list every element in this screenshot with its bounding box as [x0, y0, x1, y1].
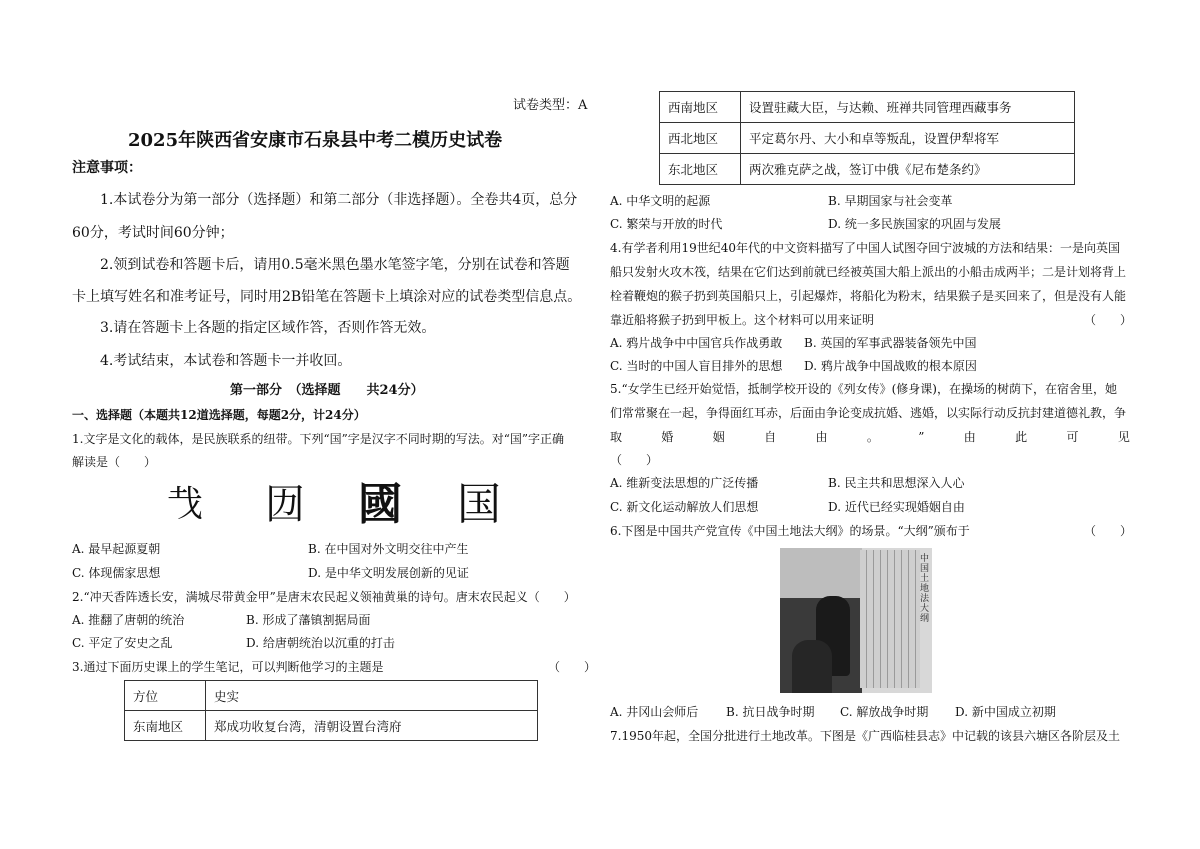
q1-stem: 解读是（ ）	[72, 455, 157, 469]
q1-option-c[interactable]: C. 体现儒家思想	[72, 566, 161, 580]
q5-option-b[interactable]: B. 民主共和思想深入人心	[828, 476, 965, 490]
q5-answer-paren: （ ）	[610, 453, 659, 467]
q6-option-c[interactable]: C. 解放战争时期	[840, 705, 929, 719]
q6-stem: 6.下图是中国共产党宣传《中国土地法大纲》的场景。“大纲”颁布于	[610, 524, 970, 538]
q4-stem: 4.有学者利用19世纪40年代的中文资料描写了中国人试图夺回宁波城的方法和结果：一是向英国	[610, 241, 1120, 255]
q5-stem: 5.“女学生已经开始觉悟，抵制学校开设的《列女传》(修身课)，在操场的树荫下，在宿舍里，她	[610, 382, 1117, 396]
notice-line: 1.本试卷分为第一部分（选择题）和第二部分（非选择题）。全卷共4页，总分	[100, 192, 578, 208]
q3-stem: 3.通过下面历史课上的学生笔记，可以判断他学习的主题是	[72, 660, 384, 674]
table-cell: 西南地区	[660, 92, 741, 123]
q6-answer-paren: （ ）	[1084, 524, 1133, 538]
q4-stem: 船只发射火攻木筏，结果在它们达到前就已经被英国大船上派出的小船击成两半；二是计划将背上	[610, 265, 1127, 279]
table-row	[125, 681, 538, 711]
table-cell: 郑成功收复台湾，清朝设置台湾府	[206, 711, 538, 741]
notice-line: 60分，考试时间60分钟；	[72, 225, 234, 241]
poster-banner	[860, 550, 920, 688]
q1-option-a[interactable]: A. 最早起源夏朝	[72, 542, 161, 556]
q5-stem-spread	[610, 427, 1130, 447]
q5-char: 可	[1066, 430, 1079, 444]
q5-char: ”	[918, 430, 925, 444]
q2-option-b[interactable]: B. 形成了藩镇割据局面	[246, 613, 371, 627]
table-cell: 两次雅克萨之战，签订中俄《尼布楚条约》	[741, 154, 1075, 185]
q4-stem: 靠近船将猴子扔到甲板上。这个材料可以用来证明	[610, 313, 875, 327]
q5-char: 见	[1117, 430, 1130, 444]
table-row	[125, 711, 538, 741]
q3-option-d[interactable]: D. 统一多民族国家的巩固与发展	[828, 217, 1001, 231]
table-row	[660, 92, 1075, 123]
land-law-propaganda-photo	[780, 548, 932, 693]
q3-answer-paren: （ ）	[548, 660, 597, 674]
q5-option-d[interactable]: D. 近代已经实现婚姻自由	[828, 500, 965, 514]
q2-option-c[interactable]: C. 平定了安史之乱	[72, 636, 173, 650]
audience-figure	[792, 640, 832, 693]
q1-option-d[interactable]: D. 是中华文明发展创新的见证	[308, 566, 469, 580]
exam-title: 2025年陕西省安康市石泉县中考二模历史试卷	[128, 130, 503, 151]
q5-char: 取	[610, 430, 623, 444]
q5-char: 。	[866, 430, 879, 444]
q4-option-b[interactable]: B. 英国的军事武器装备领先中国	[804, 336, 977, 350]
q2-option-d[interactable]: D. 给唐朝统治以沉重的打击	[246, 636, 395, 650]
q5-char: 姻	[712, 430, 725, 444]
table-header-cell: 方位	[125, 681, 206, 711]
q3-option-b[interactable]: B. 早期国家与社会变革	[828, 194, 953, 208]
q4-option-d[interactable]: D. 鸦片战争中国战败的根本原因	[804, 359, 977, 373]
q5-char: 此	[1015, 430, 1028, 444]
notice-line: 2.领到试卷和答题卡后，请用0.5毫米黑色墨水笔签字笔，分别在试卷和答题	[100, 257, 570, 273]
q4-option-c[interactable]: C. 当时的中国人盲目排外的思想	[610, 359, 783, 373]
notice-heading: 注意事项：	[72, 160, 142, 176]
guo-character-evolution	[105, 478, 505, 538]
q2-stem: 2.“冲天香阵透长安，满城尽带黄金甲”是唐末农民起义领袖黄巢的诗句。唐末农民起义（ ）	[72, 590, 576, 604]
q4-option-a[interactable]: A. 鸦片战争中中国官兵作战勇敢	[610, 336, 783, 350]
section1-heading: 一、选择题（本题共12道选择题，每题2分，计24分）	[72, 408, 366, 422]
notice-line: 卡上填写姓名和准考证号，同时用2B铅笔在答题卡上填涂对应的试卷类型信息点。	[72, 289, 582, 305]
q6-option-d[interactable]: D. 新中国成立初期	[955, 705, 1056, 719]
table-row	[660, 154, 1075, 185]
q6-option-b[interactable]: B. 抗日战争时期	[726, 705, 815, 719]
q5-option-c[interactable]: C. 新文化运动解放人们思想	[610, 500, 759, 514]
q1-option-b[interactable]: B. 在中国对外文明交往中产生	[308, 542, 469, 556]
table-row	[660, 123, 1075, 154]
guo-seal-glyph: 㘞	[265, 482, 305, 528]
q5-char: 由	[815, 430, 828, 444]
q5-char: 由	[963, 430, 976, 444]
notice-line: 4.考试结束，本试卷和答题卡一并收回。	[100, 353, 352, 369]
part1-heading: 第一部分 （选择题 共24分）	[230, 383, 424, 398]
q5-option-a[interactable]: A. 维新变法思想的广泛传播	[610, 476, 759, 490]
table-cell: 东北地区	[660, 154, 741, 185]
table-cell: 平定葛尔丹、大小和卓等叛乱，设置伊犁将军	[741, 123, 1075, 154]
q5-char: 婚	[661, 430, 674, 444]
q3-option-c[interactable]: C. 繁荣与开放的时代	[610, 217, 723, 231]
exam-type-label: 试卷类型：A	[513, 98, 588, 113]
guo-oracle-glyph: 𢦏	[167, 484, 204, 525]
q5-stem: 们常常聚在一起，争得面红耳赤，后面由争论变成抗婚、逃婚，以实际行动反抗封建道德礼教，争	[610, 406, 1127, 420]
q7-stem: 7.1950年起，全国分批进行土地改革。下图是《广西临桂县志》中记载的该县六塘区各阶层及土	[610, 729, 1120, 743]
notice-line: 3.请在答题卡上各题的指定区域作答，否则作答无效。	[100, 320, 436, 336]
q3-option-a[interactable]: A. 中华文明的起源	[610, 194, 711, 208]
q6-option-a[interactable]: A. 井冈山会师后	[610, 705, 699, 719]
table-header-cell: 史实	[206, 681, 538, 711]
q1-stem: 1.文字是文化的载体，是民族联系的纽带。下列“国”字是汉字不同时期的写法。对“国”字正确	[72, 432, 564, 446]
q5-char: 自	[764, 430, 777, 444]
poster-caption: 中国土地法大纲	[920, 554, 930, 624]
guo-traditional-glyph: 國	[358, 479, 402, 530]
table-cell: 东南地区	[125, 711, 206, 741]
q4-stem: 栓着鞭炮的猴子扔到英国船只上，引起爆炸，将船化为粉末，结果猴子是买回来了，但是没有人能	[610, 289, 1127, 303]
q2-option-a[interactable]: A. 推翻了唐朝的统治	[72, 613, 185, 627]
q4-answer-paren: （ ）	[1084, 313, 1133, 327]
q3-notes-table-part1	[124, 680, 538, 741]
table-cell: 西北地区	[660, 123, 741, 154]
guo-simplified-glyph: 国	[457, 479, 501, 530]
table-cell: 设置驻藏大臣，与达赖、班禅共同管理西藏事务	[741, 92, 1075, 123]
q3-notes-table-part2	[659, 91, 1075, 185]
